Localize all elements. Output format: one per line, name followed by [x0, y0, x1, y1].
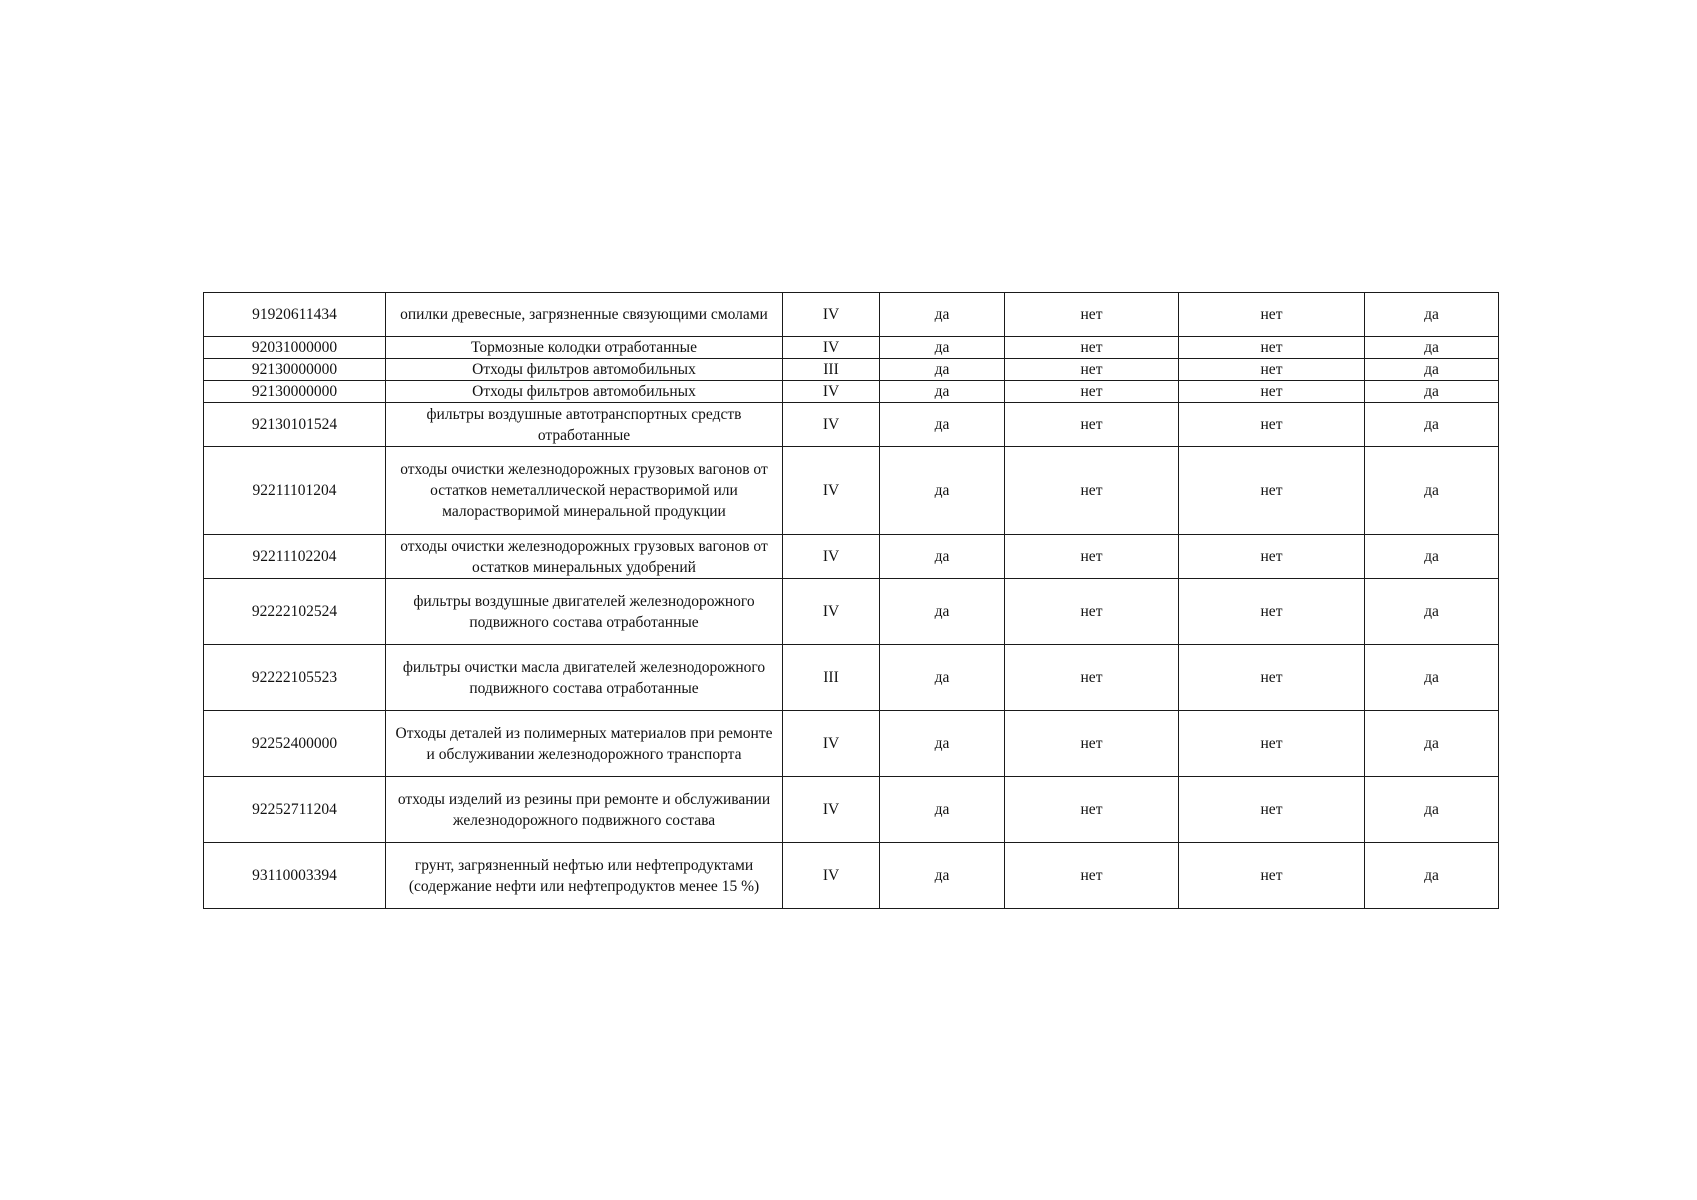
flag-cell: нет	[1005, 337, 1179, 359]
flag-cell: да	[1365, 381, 1499, 403]
table-row	[204, 337, 1499, 359]
waste-name-cell: Отходы фильтров автомобильных	[386, 359, 783, 381]
flag-cell: да	[880, 579, 1005, 645]
hazard-class-cell: IV	[783, 843, 880, 909]
waste-code-cell: 92130000000	[204, 359, 386, 381]
waste-name-cell: Отходы фильтров автомобильных	[386, 381, 783, 403]
table-row	[204, 447, 1499, 535]
flag-cell: да	[1365, 447, 1499, 535]
flag-cell: да	[1365, 337, 1499, 359]
flag-cell: да	[1365, 843, 1499, 909]
hazard-class-cell: IV	[783, 711, 880, 777]
flag-cell: да	[880, 711, 1005, 777]
flag-cell: да	[1365, 711, 1499, 777]
table-row	[204, 293, 1499, 337]
hazard-class-cell: IV	[783, 403, 880, 447]
flag-cell: нет	[1005, 359, 1179, 381]
flag-cell: да	[1365, 777, 1499, 843]
waste-code-cell: 92211101204	[204, 447, 386, 535]
table-row	[204, 645, 1499, 711]
waste-table	[203, 292, 1499, 909]
table-row	[204, 777, 1499, 843]
waste-code-cell: 91920611434	[204, 293, 386, 337]
flag-cell: да	[1365, 403, 1499, 447]
waste-name-cell: фильтры воздушные двигателей железнодорожного подвижного состава отработанные	[386, 579, 783, 645]
flag-cell: нет	[1005, 447, 1179, 535]
table-row	[204, 359, 1499, 381]
flag-cell: нет	[1179, 711, 1365, 777]
flag-cell: нет	[1179, 535, 1365, 579]
flag-cell: да	[880, 843, 1005, 909]
waste-code-cell: 92130000000	[204, 381, 386, 403]
hazard-class-cell: IV	[783, 337, 880, 359]
flag-cell: да	[1365, 359, 1499, 381]
flag-cell: нет	[1179, 381, 1365, 403]
flag-cell: нет	[1005, 381, 1179, 403]
hazard-class-cell: IV	[783, 381, 880, 403]
flag-cell: да	[880, 777, 1005, 843]
table-row	[204, 711, 1499, 777]
waste-code-cell: 92130101524	[204, 403, 386, 447]
flag-cell: да	[880, 535, 1005, 579]
flag-cell: да	[1365, 645, 1499, 711]
waste-code-cell: 92222102524	[204, 579, 386, 645]
flag-cell: да	[880, 645, 1005, 711]
flag-cell: да	[880, 359, 1005, 381]
waste-code-cell: 92211102204	[204, 535, 386, 579]
waste-code-cell: 92252400000	[204, 711, 386, 777]
table-row	[204, 535, 1499, 579]
flag-cell: да	[1365, 535, 1499, 579]
flag-cell: да	[1365, 293, 1499, 337]
table-row	[204, 579, 1499, 645]
waste-name-cell: отходы изделий из резины при ремонте и обслуживании железнодорожного подвижного состава	[386, 777, 783, 843]
flag-cell: да	[880, 293, 1005, 337]
waste-name-cell: фильтры воздушные автотранспортных средств отработанные	[386, 403, 783, 447]
flag-cell: нет	[1005, 293, 1179, 337]
flag-cell: да	[880, 381, 1005, 403]
hazard-class-cell: IV	[783, 447, 880, 535]
waste-name-cell: Тормозные колодки отработанные	[386, 337, 783, 359]
waste-code-cell: 92031000000	[204, 337, 386, 359]
flag-cell: нет	[1179, 579, 1365, 645]
waste-name-cell: Отходы деталей из полимерных материалов при ремонте и обслуживании железнодорожного транспорта	[386, 711, 783, 777]
table-row	[204, 381, 1499, 403]
waste-code-cell: 92252711204	[204, 777, 386, 843]
flag-cell: нет	[1179, 645, 1365, 711]
flag-cell: нет	[1005, 777, 1179, 843]
hazard-class-cell: IV	[783, 777, 880, 843]
flag-cell: да	[880, 337, 1005, 359]
hazard-class-cell: IV	[783, 535, 880, 579]
flag-cell: нет	[1179, 447, 1365, 535]
flag-cell: нет	[1005, 403, 1179, 447]
waste-code-cell: 92222105523	[204, 645, 386, 711]
flag-cell: нет	[1179, 403, 1365, 447]
flag-cell: нет	[1005, 645, 1179, 711]
flag-cell: нет	[1005, 843, 1179, 909]
flag-cell: нет	[1179, 337, 1365, 359]
hazard-class-cell: IV	[783, 293, 880, 337]
flag-cell: нет	[1179, 777, 1365, 843]
waste-name-cell: фильтры очистки масла двигателей железнодорожного подвижного состава отработанные	[386, 645, 783, 711]
flag-cell: нет	[1179, 293, 1365, 337]
hazard-class-cell: III	[783, 359, 880, 381]
flag-cell: нет	[1179, 359, 1365, 381]
flag-cell: да	[880, 403, 1005, 447]
hazard-class-cell: IV	[783, 579, 880, 645]
waste-name-cell: опилки древесные, загрязненные связующими смолами	[386, 293, 783, 337]
table-row	[204, 403, 1499, 447]
flag-cell: нет	[1005, 535, 1179, 579]
flag-cell: нет	[1179, 843, 1365, 909]
hazard-class-cell: III	[783, 645, 880, 711]
waste-name-cell: грунт, загрязненный нефтью или нефтепродуктами (содержание нефти или нефтепродуктов менее 15 %)	[386, 843, 783, 909]
waste-name-cell: отходы очистки железнодорожных грузовых вагонов от остатков неметаллической нерастворимой или малорастворимой минеральной продукции	[386, 447, 783, 535]
flag-cell: нет	[1005, 711, 1179, 777]
flag-cell: нет	[1005, 579, 1179, 645]
waste-code-cell: 93110003394	[204, 843, 386, 909]
table-row	[204, 843, 1499, 909]
waste-name-cell: отходы очистки железнодорожных грузовых вагонов от остатков минеральных удобрений	[386, 535, 783, 579]
flag-cell: да	[1365, 579, 1499, 645]
flag-cell: да	[880, 447, 1005, 535]
